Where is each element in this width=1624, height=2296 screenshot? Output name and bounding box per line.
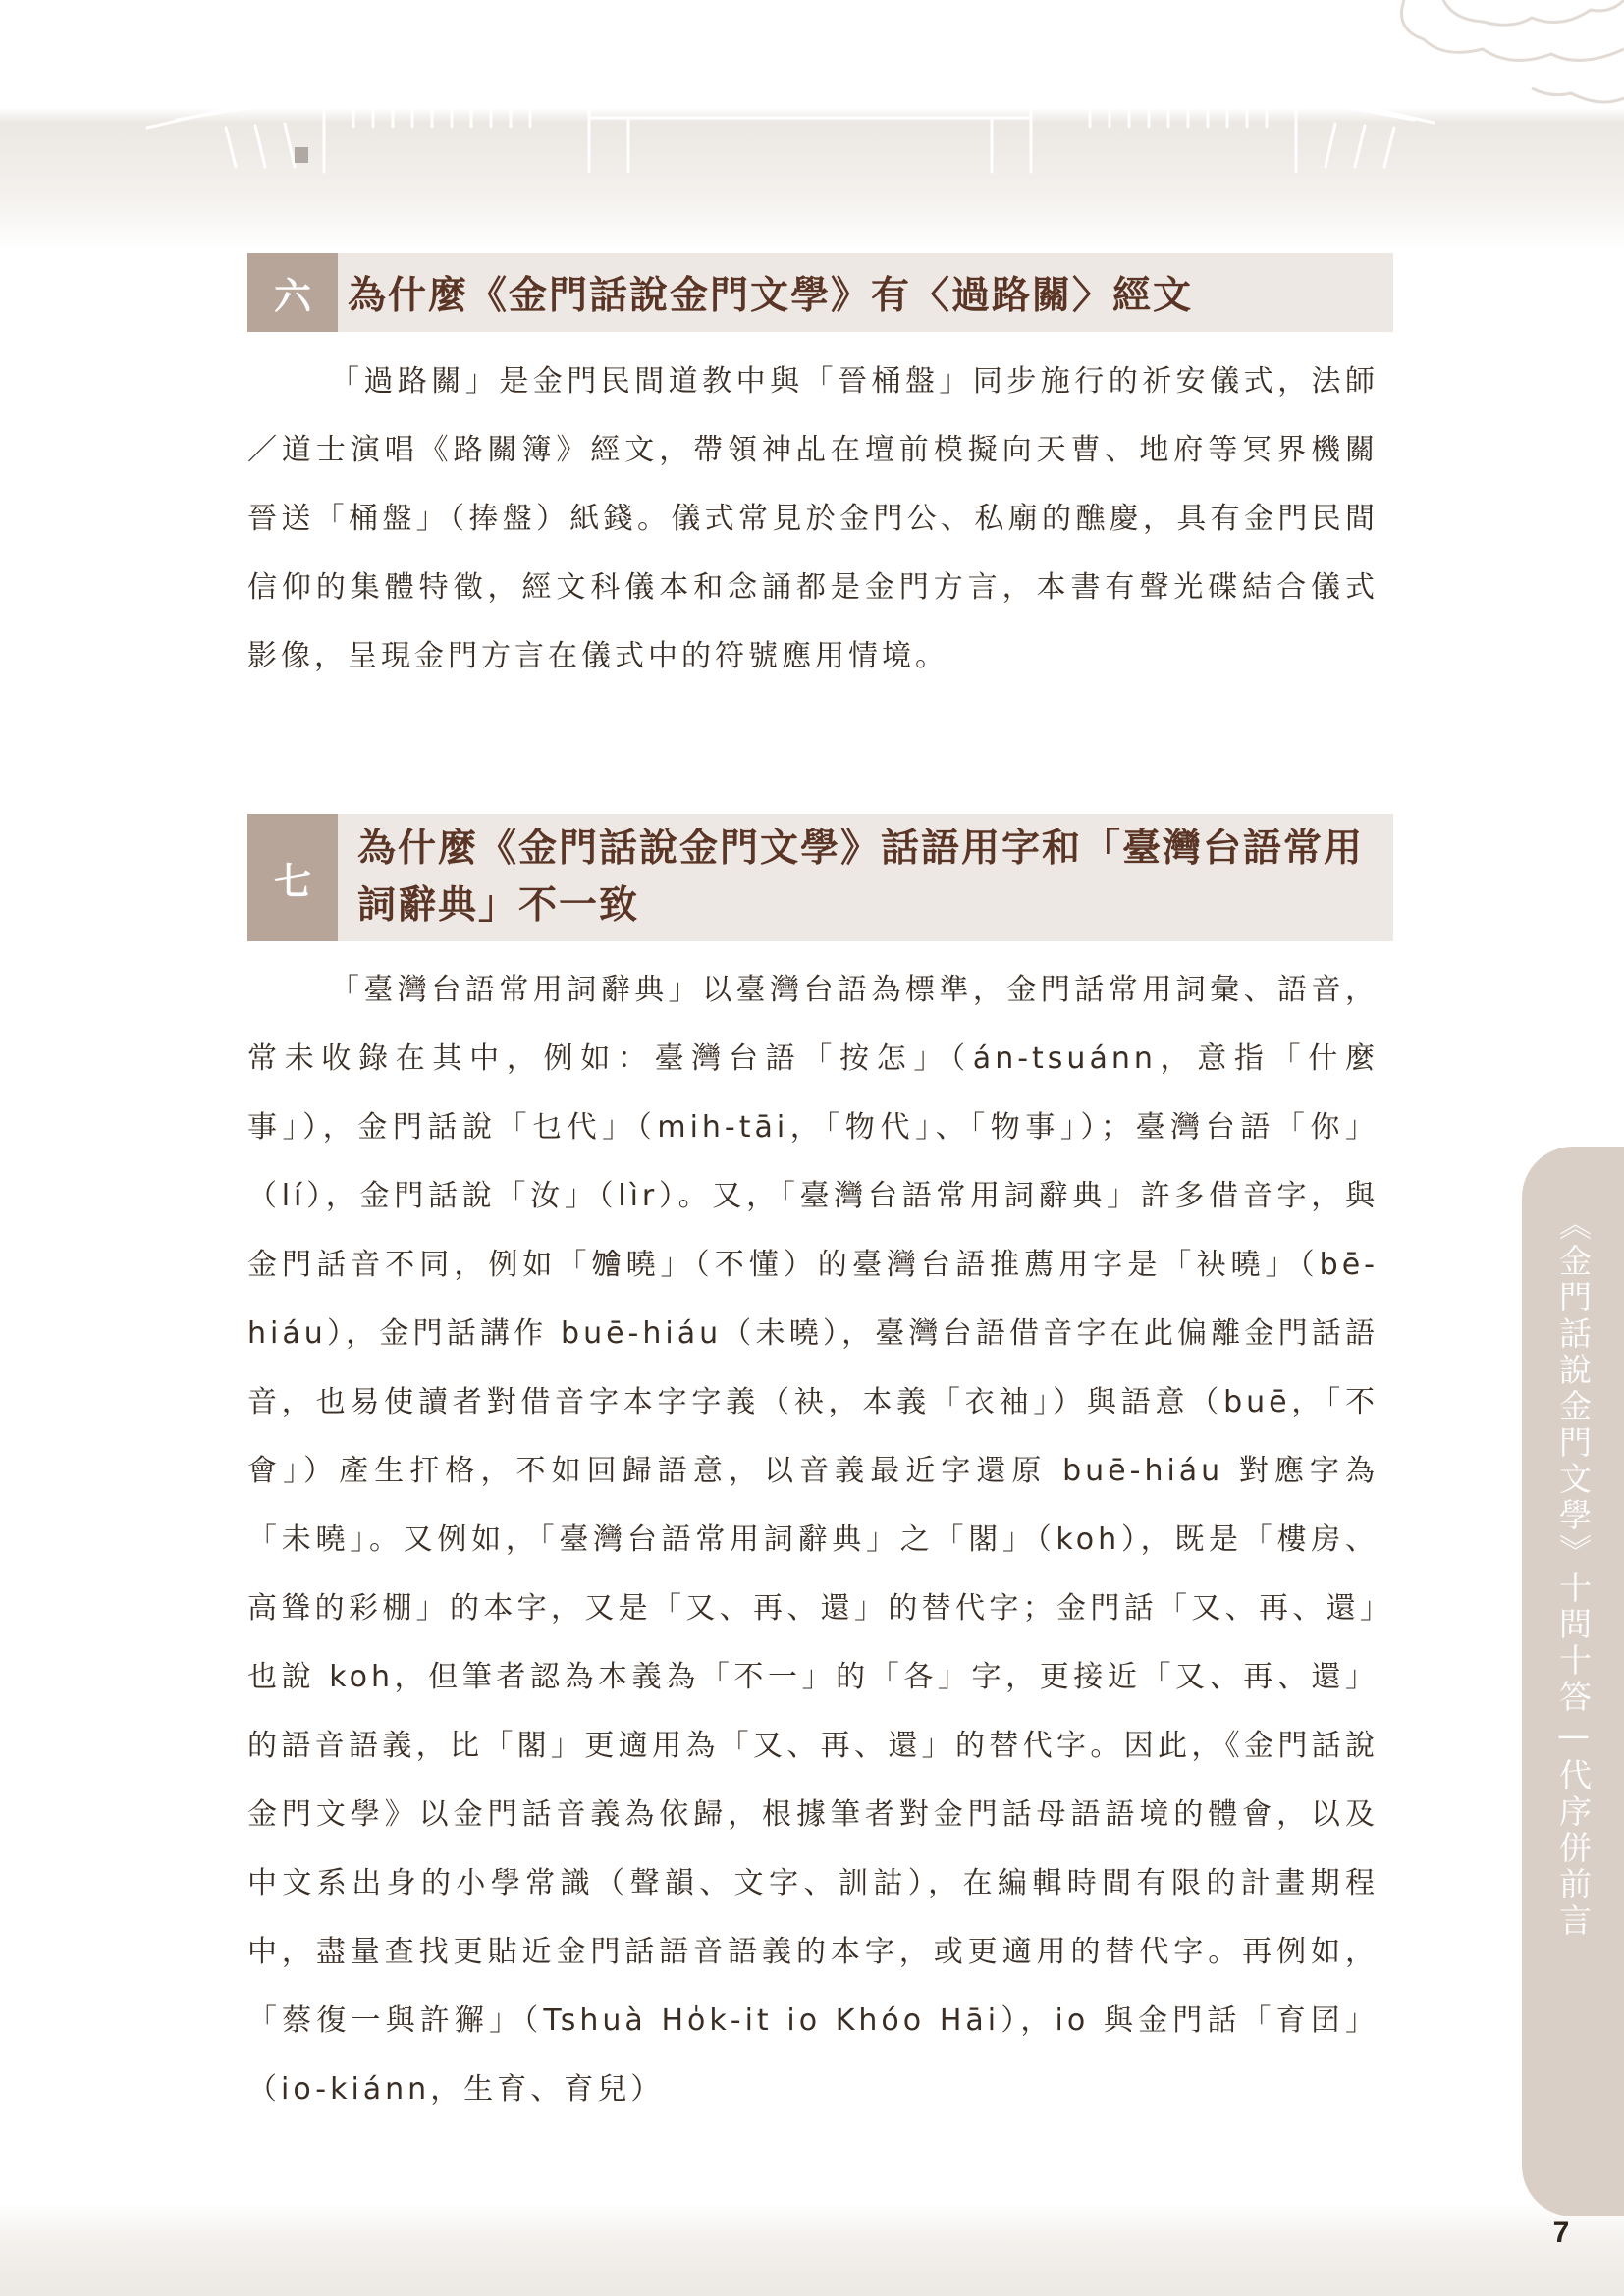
section-7-number: 七 — [247, 814, 338, 941]
chapter-side-tab-text: 《金門話說金門文學》十問十答—代序併前言 — [1554, 1207, 1593, 1940]
section-7-title: 為什麼《金門話說金門文學》話語用字和「臺灣台語常用詞辭典」不一致 — [357, 827, 1365, 928]
section-6-heading — [247, 253, 1393, 332]
chapter-side-tab — [1522, 1147, 1624, 2216]
section-6-body: 「過路關」是金門民間道教中與「晉桶盤」同步施行的祈安儀式，法師／道士演唱《路關簿》經文，帶領神乩在壇前模擬向天曹、地府等冥界機關晉送「桶盤」（捧盤）紙錢。儀式常見於金門公、私廟的醮慶，具有金門民間信仰的集體特徵，經文科儀本和念誦都是金門方言，本書有聲光碟結合儀式影像，呈現金門方言在儀式中的符號應用情境。 — [247, 364, 1379, 673]
traditional-building-illustration — [0, 0, 1624, 177]
section-6-title: 為什麼《金門話說金門文學》有〈過路關〉經文 — [348, 274, 1194, 318]
page-number: 7 — [1552, 2216, 1570, 2249]
section-7-body: 「臺灣台語常用詞辭典」以臺灣台語為標準，金門話常用詞彙、語音，常未收錄在其中，例如：臺灣台語「按怎」（án-tsuánn，意指「什麼事」），金門話說「乜代」（mih-tāi，「物代」、「物事」）；臺灣台語「你」（lí），金門話說「汝」（lìr）。又，「臺灣台語常用詞辭典」許多借音字，與金門話音不同，例如「𣍐曉」（不懂）的臺灣台語推薦用字是「袂曉」（bē-hiáu），金門話講作 buē-hiáu（未曉），臺灣台語借音字在此偏離金門話語音，也易使讀者對借音字本字字義（袂，本義「衣袖」）與語意（buē，「不會」）產生扞格，不如回歸語意，以音義最近字還原 buē-hiáu 對應字為「未曉」。又例如，「臺灣台語常用詞辭典」之「閣」（koh），既是「樓房、高聳的彩棚」的本字，又是「又、再、還」的替代字；金門話「又、再、還」也說 koh，但筆者認為本義為「不一」的「各」字，更接近「又、再、還」的語音語義，比「閣」更適用為「又、再、還」的替代字。因此，《金門話說金門文學》以金門話音義為依歸，根據筆者對金門話母語語境的體會，以及中文系出身的小學常識（聲韻、文字、訓詁），在編輯時間有限的計畫期程中，盡量查找更貼近金門話語音語義的本字，或更適用的替代字。再例如，「蔡復一與許獬」（Tshuà Ho̍k-it io Khóo Hāi），io 與金門話「育囝」（io-kiánn，生育、育兒） — [247, 973, 1379, 2107]
section-7-heading — [247, 814, 1393, 941]
footer-band — [0, 2204, 1624, 2296]
section-6-number: 六 — [247, 253, 338, 332]
